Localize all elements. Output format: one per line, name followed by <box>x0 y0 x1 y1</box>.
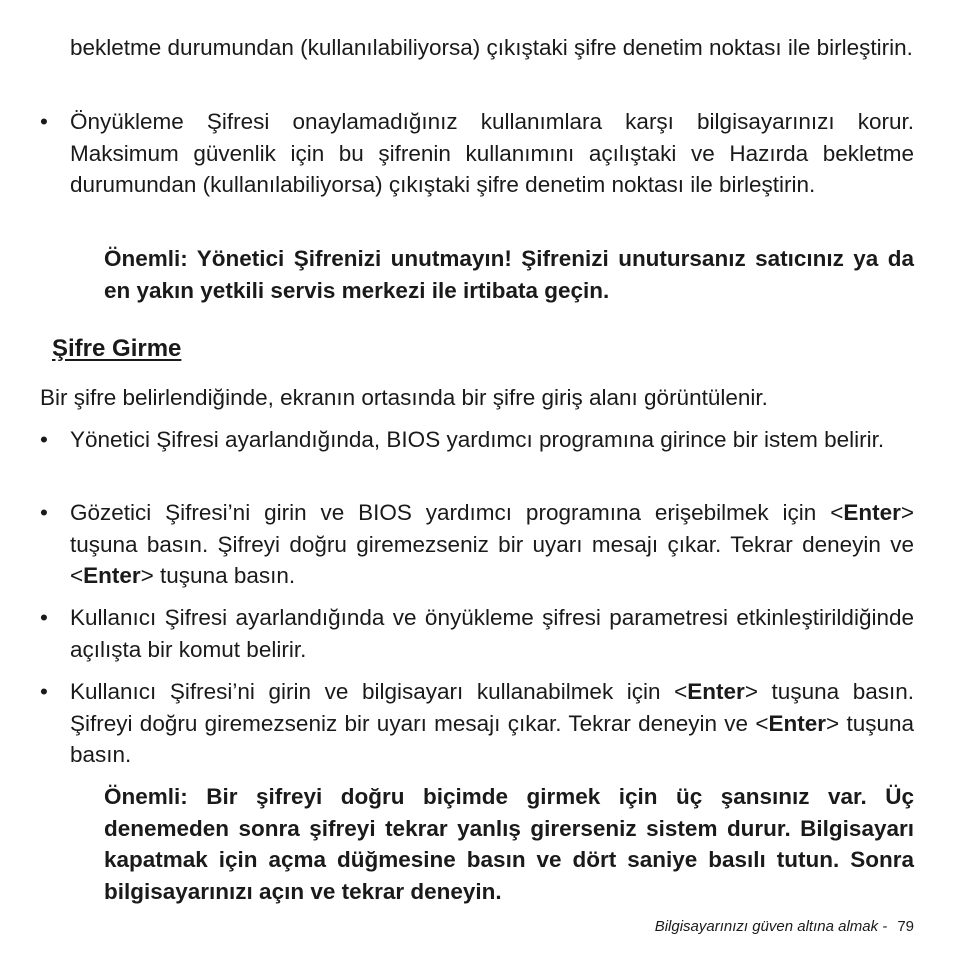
bullet-marker: • <box>40 109 48 134</box>
section-heading: Şifre Girme <box>52 335 182 362</box>
enter-key-label: Enter <box>843 500 901 525</box>
enter-key-label: Enter <box>83 563 141 588</box>
text-run: > tuşuna basın. Şifreyi doğru giremezseniz bir uyarı mesajı çıkar. Tekrar deneyin ve < <box>70 500 914 588</box>
text-run: > tuşuna basın. Şifreyi doğru giremezseniz bir uyarı mesajı çıkar. Tekrar deneyin ve < <box>70 679 914 736</box>
text-run: > tuşuna basın. <box>140 563 296 588</box>
enter-key-label: Enter <box>768 710 826 736</box>
list-item-text <box>70 497 914 592</box>
bullet-marker: • <box>40 427 48 452</box>
section-intro: Bir şifre belirlendiğinde, ekranın ortasında bir şifre giriş alanı görüntülenir. <box>40 385 768 410</box>
continuation-paragraph: bekletme durumundan (kullanılabiliyorsa) çıkıştaki şifre denetim noktası ile birleştirin. <box>70 35 913 60</box>
bullet-marker: • <box>40 679 48 704</box>
list-item-text: Kullanıcı Şifresi ayarlandığında ve önyükleme şifresi parametresi etkinleştirildiğinde açılışta bir komut belirir. <box>70 605 914 662</box>
text-run: > tuşuna basın. <box>70 710 914 767</box>
text-run: Gözetici Şifresi’ni girin ve BIOS yardımcı programına erişebilmek için < <box>70 500 844 525</box>
list-item-text: Yönetici Şifresi ayarlandığında, BIOS yardımcı programına girince bir istem belirir. <box>70 427 885 452</box>
list-item-text: Önyükleme Şifresi onaylamadığınız kullanımlara karşı bilgisayarınızı korur. Maksimum güvenlik için bu şifrenin kullanımını açılıştaki ve Hazırda bekletme durumundan (kullanılabiliyorsa) çıkıştaki şifre denetim noktası ile birleştirin. <box>70 109 914 197</box>
list-item-text <box>70 676 914 771</box>
text-run: Kullanıcı Şifresi’ni girin ve bilgisayarı kullanabilmek için < <box>70 679 688 704</box>
important-note: Önemli: Bir şifreyi doğru biçimde girmek için üç şansınız var. Üç denemeden sonra şifreyi tekrar yanlış girerseniz sistem durur. Bilgisayarı kapatmak için açma düğmesine basın ve dört saniye basılı tutun. Sonra bilgisayarınızı açın ve tekrar deneyin. <box>104 784 914 904</box>
page-number: 79 <box>897 918 914 935</box>
important-note: Önemli: Yönetici Şifrenizi unutmayın! Şifrenizi unutursanız satıcınız ya da en yakın yetkili servis merkezi ile irtibata geçin. <box>104 246 914 303</box>
page-footer <box>655 917 914 937</box>
footer-title: Bilgisayarınızı güven altına almak - <box>654 918 888 935</box>
bullet-marker: • <box>40 500 48 525</box>
enter-key-label: Enter <box>687 679 745 704</box>
bullet-marker: • <box>40 605 48 630</box>
